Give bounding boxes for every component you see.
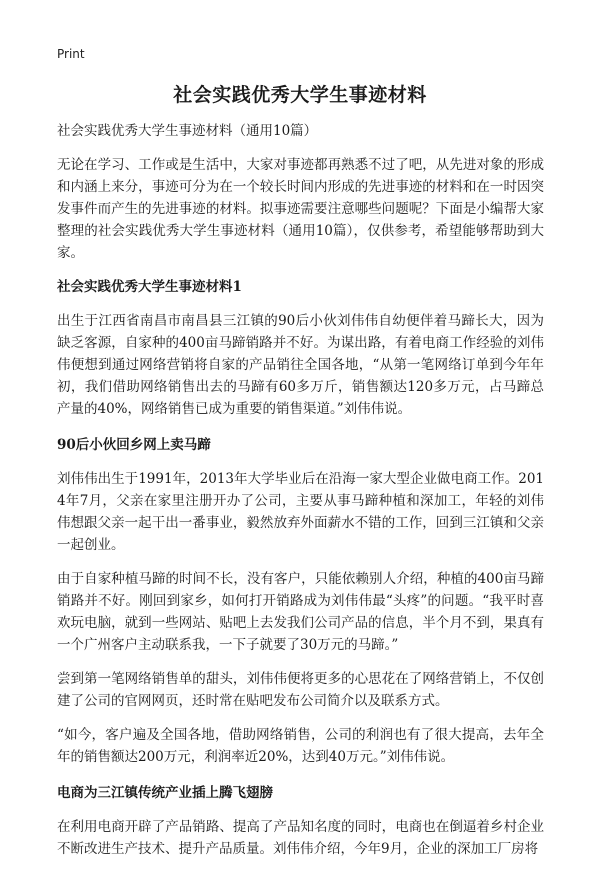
section-heading-3: 电商为三江镇传统产业插上腾飞翅膀 <box>57 785 273 801</box>
article-body <box>57 120 544 872</box>
section-heading-1: 社会实践优秀大学生事迹材料1 <box>57 279 242 295</box>
document-subtitle: 社会实践优秀大学生事迹材料（通用10篇） <box>57 123 318 139</box>
section1-paragraph-1: 出生于江西省南昌市南昌县三江镇的90后小伙刘伟伟自幼便伴着马蹄长大，因为缺乏客源，自家种的400亩马蹄销路并不好。为谋出路，有着电商工作经验的刘伟伟便想到通过网络营销将自家的产品销往全国各地，“从第一笔网络订单到今年年初，我们借助网络销售出去的马蹄有60多万斤，销售额达120多万元，占马蹄总产量的40%，网络销售已成为重要的销售渠道。”刘伟伟说。 <box>57 313 544 417</box>
section3-paragraph-1: 在利用电商开辟了产品销路、提高了产品知名度的同时，电商也在倒逼着乡村企业不断改进生产技术、提升产品质量。刘伟伟介绍，今年9月，企业的深加工厂房将 <box>57 819 544 857</box>
section2-paragraph-1: 刘伟伟出生于1991年，2013年大学毕业后在沿海一家大型企业做电商工作。2014年7月，父亲在家里注册开办了公司，主要从事马蹄种植和深加工，年轻的刘伟伟想跟父亲一起干出一番事业，毅然放弃外面薪水不错的工作，回到三江镇和父亲一起创业。 <box>57 471 544 553</box>
section-heading-2: 90后小伙回乡网上卖马蹄 <box>57 437 211 453</box>
print-link[interactable]: Print <box>57 47 85 61</box>
intro-paragraph: 无论在学习、工作或是生活中，大家对事迹都再熟悉不过了吧，从先进对象的形成和内涵上来分，事迹可分为在一个较长时间内形成的先进事迹的材料和在一时因突发事件而产生的先进事迹的材料。拟事迹需要注意哪些问题呢？下面是小编帮大家整理的社会实践优秀大学生事迹材料（通用10篇），仅供参考，希望能够帮助到大家。 <box>57 157 544 261</box>
page-title: 社会实践优秀大学生事迹材料 <box>173 84 427 106</box>
section2-paragraph-3: 尝到第一笔网络销售单的甜头，刘伟伟便将更多的心思花在了网络营销上，不仅创建了公司的官网网页，还时常在贴吧发布公司简介以及联系方式。 <box>57 671 544 709</box>
section2-paragraph-2: 由于自家种植马蹄的时间不长，没有客户，只能依赖别人介绍，种植的400亩马蹄销路并不好。刚回到家乡，如何打开销路成为刘伟伟最“头疼”的问题。“我平时喜欢玩电脑，就到一些网站、贴吧上去发我们公司产品的信息，半个月不到，果真有一个广州客户主动联系我，一下子就要了30万元的马蹄。” <box>57 571 544 653</box>
section2-paragraph-4: “如今，客户遍及全国各地，借助网络销售，公司的利润也有了很大提高，去年全年的销售额达200万元，利润率近20%，达到40万元。”刘伟伟说。 <box>57 727 544 765</box>
